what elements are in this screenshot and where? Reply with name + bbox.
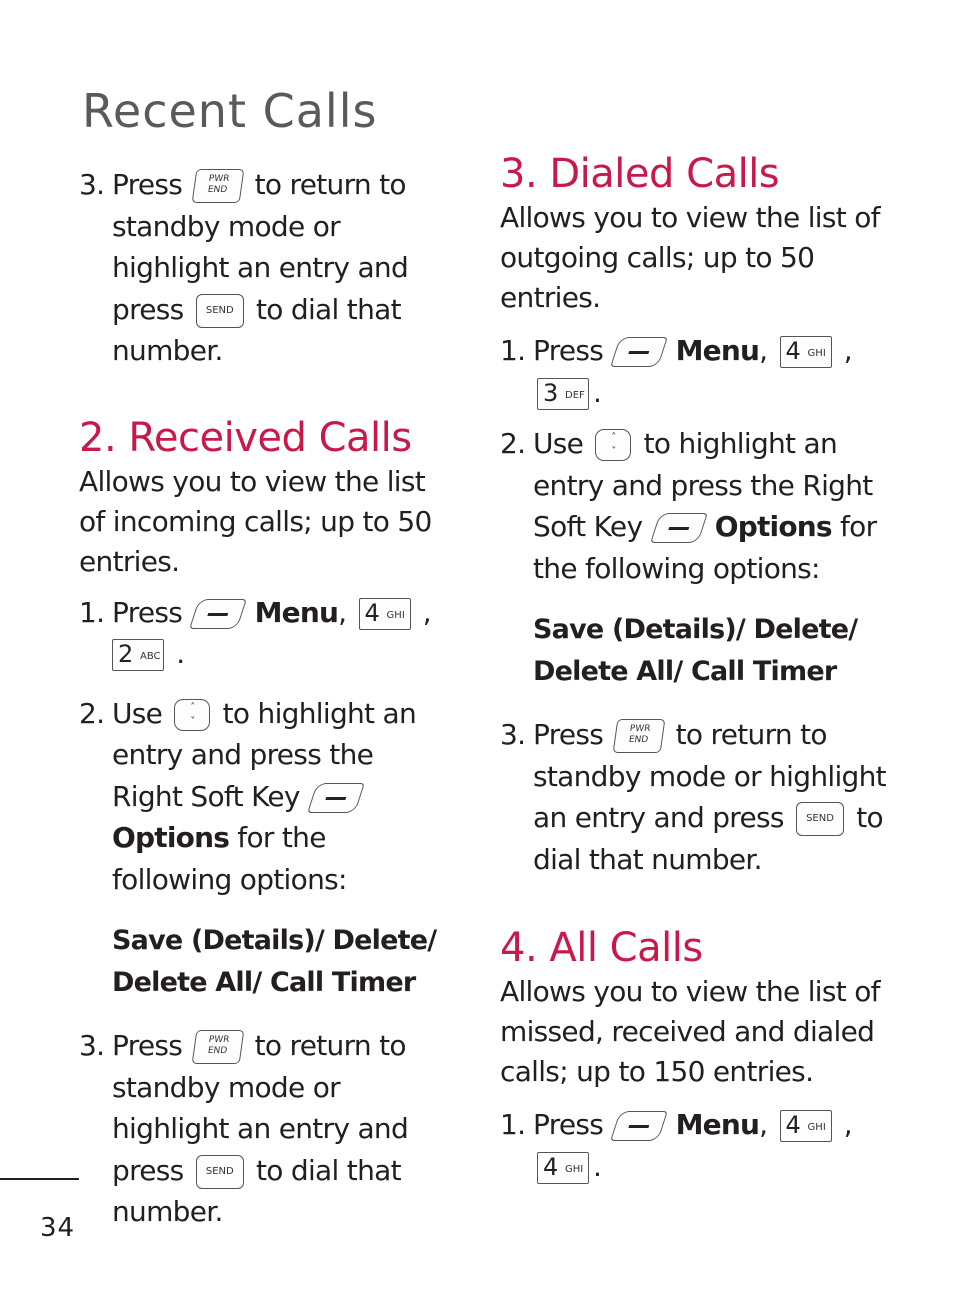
dialed-step-1 [500, 330, 900, 413]
step-number: 3. [79, 1029, 105, 1062]
comma: , [843, 334, 852, 367]
send-key-icon [796, 802, 844, 836]
received-options-list: Save (Details)/ Delete/ Delete All/ Call Timer [112, 925, 437, 998]
nav-up-arrow: ˄ [190, 701, 195, 713]
key-letters: GHI [807, 1122, 826, 1133]
step-text: to highlight an entry and press the Right Soft Key [112, 696, 417, 813]
key-digit: 3 [543, 378, 559, 407]
step-text: to highlight an entry and press the Right Soft Key [533, 427, 873, 543]
comma: , [759, 1108, 768, 1141]
nav-up-arrow: ˄ [611, 432, 616, 443]
step-text: to return to standby mode or highlight an entry and press [533, 718, 886, 834]
dialed-calls-heading: 3. Dialed Calls [500, 151, 780, 197]
received-step-3 [79, 1025, 449, 1233]
key-4-ghi-icon [359, 598, 411, 630]
navigation-key-icon [595, 429, 631, 461]
end-key-icon [613, 719, 666, 753]
step-number: 1. [500, 334, 526, 367]
options-label: Options [112, 821, 230, 854]
send-key-icon [196, 294, 244, 328]
step-3-continued [79, 164, 449, 372]
end-key-label-top: PWR [208, 1035, 231, 1045]
step-text: Press [533, 1108, 604, 1141]
nav-down-arrow: ˅ [611, 446, 616, 457]
left-soft-key-icon [611, 1111, 669, 1141]
received-step-1 [79, 592, 449, 675]
all-calls-description: Allows you to view the list of missed, received and dialed calls; up to 150 entries. [500, 975, 880, 1088]
left-soft-key-icon [190, 599, 248, 629]
left-soft-key-icon [611, 337, 669, 367]
comma: , [759, 334, 768, 367]
right-soft-key-icon [307, 783, 365, 813]
key-digit: 4 [364, 598, 380, 627]
footer-rule [0, 1178, 79, 1180]
end-key-icon [192, 1030, 245, 1064]
send-key-label: SEND [205, 1165, 234, 1177]
dialed-calls-description: Allows you to view the list of outgoing calls; up to 50 entries. [500, 201, 880, 314]
key-letters: ABC [140, 651, 161, 662]
step-text: Press [112, 168, 183, 201]
key-digit: 4 [543, 1152, 559, 1181]
comma: , [338, 595, 347, 629]
step-text: to dial that number. [533, 801, 883, 876]
menu-label: Menu [675, 334, 760, 367]
step-number: 1. [79, 595, 105, 629]
end-key-label-top: PWR [629, 724, 652, 734]
key-letters: DEF [565, 389, 585, 401]
period: . [176, 637, 185, 670]
step-number: 1. [500, 1108, 526, 1141]
right-soft-key-icon [650, 513, 708, 543]
step-text: to return to standby mode or highlight an entry and press [112, 168, 409, 326]
step-number: 3. [79, 168, 105, 201]
received-step-2 [79, 693, 449, 901]
received-calls-heading: 2. Received Calls [79, 414, 412, 461]
end-key-icon [192, 169, 245, 203]
key-3-def-icon [537, 378, 589, 410]
navigation-key-icon [174, 699, 210, 731]
all-calls-heading: 4. All Calls [500, 925, 703, 971]
options-label: Options [714, 510, 832, 543]
key-digit: 4 [785, 337, 801, 365]
received-calls-description: Allows you to view the list of incoming calls; up to 50 entries. [79, 464, 432, 578]
step-text: Use [533, 427, 584, 460]
key-2-abc-icon [112, 639, 164, 671]
dialed-options-list: Save (Details)/ Delete/ Delete All/ Call Timer [533, 614, 858, 687]
key-4-ghi-icon [537, 1152, 589, 1184]
step-text: Press [533, 334, 604, 367]
step-text: to dial that number. [112, 1153, 401, 1228]
key-letters: GHI [565, 1163, 584, 1175]
comma: , [422, 595, 431, 629]
step-text: to dial that number. [112, 292, 401, 367]
key-4-ghi-icon [780, 336, 832, 368]
key-digit: 2 [118, 640, 134, 668]
key-letters: GHI [807, 348, 826, 359]
step-text: Press [112, 595, 183, 629]
step-number: 3. [500, 718, 526, 751]
step-number: 2. [500, 427, 526, 460]
end-key-label-bottom: END [628, 735, 650, 745]
step-text: to return to standby mode or highlight an entry and press [112, 1029, 409, 1187]
step-text: Press [533, 718, 604, 751]
end-key-label-top: PWR [208, 174, 231, 184]
send-key-label: SEND [205, 304, 234, 316]
step-text: for the following options: [112, 821, 347, 896]
step-text: Press [112, 1029, 183, 1062]
step-text: Use [112, 696, 163, 730]
dialed-step-2 [500, 423, 900, 589]
key-letters: GHI [386, 609, 405, 621]
right-column [500, 150, 900, 1187]
period: . [593, 1149, 602, 1183]
left-column [79, 164, 449, 1233]
menu-label: Menu [254, 595, 339, 629]
key-4-ghi-icon [780, 1110, 832, 1142]
send-key-label: SEND [806, 813, 834, 824]
key-digit: 4 [785, 1111, 801, 1139]
dialed-step-3 [500, 714, 900, 880]
send-key-icon [196, 1155, 244, 1189]
step-number: 2. [79, 696, 105, 730]
end-key-label-bottom: END [207, 1046, 229, 1056]
menu-label: Menu [675, 1108, 760, 1141]
all-step-1 [500, 1104, 900, 1187]
period: . [593, 375, 602, 409]
page-title: Recent Calls [82, 83, 378, 138]
step-text: for the following options: [533, 510, 877, 585]
page-number: 34 [40, 1213, 76, 1243]
comma: , [843, 1108, 852, 1141]
end-key-label-bottom: END [207, 185, 229, 195]
nav-down-arrow: ˅ [190, 715, 195, 727]
